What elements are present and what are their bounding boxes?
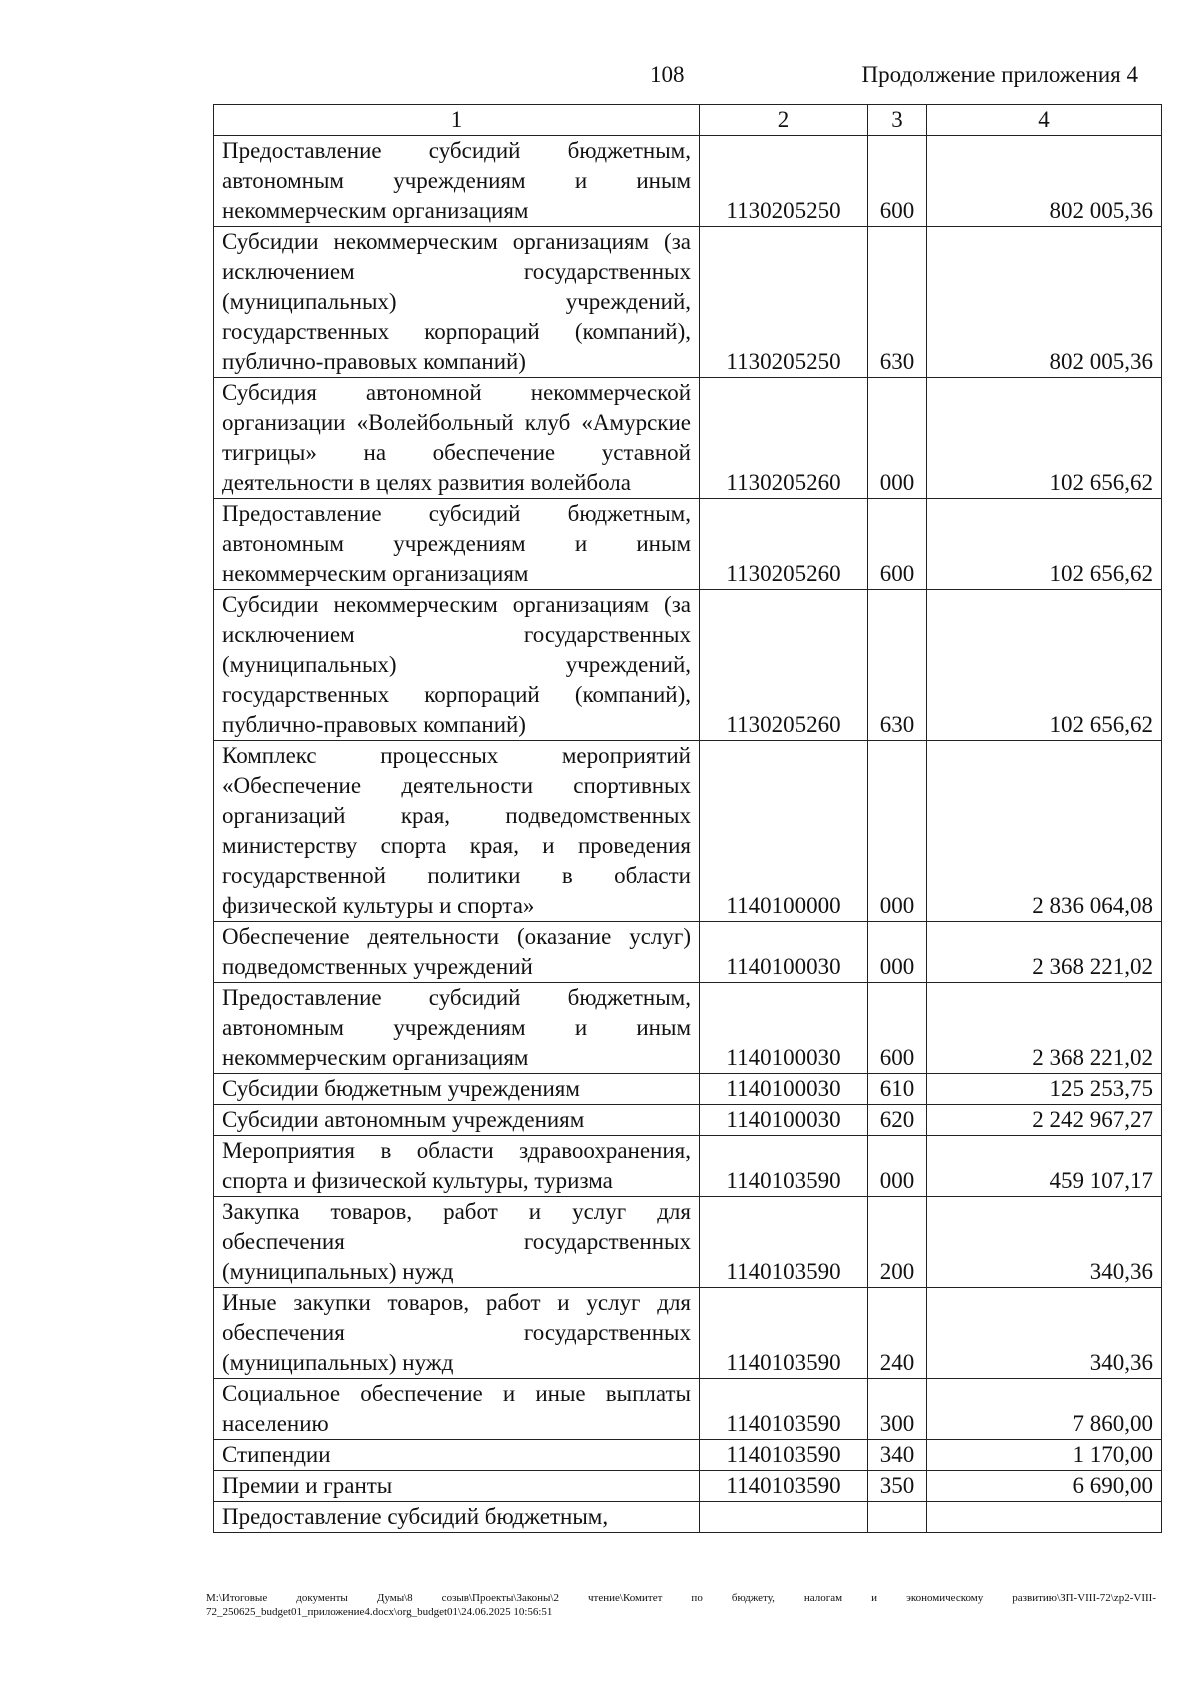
table-row <box>214 983 1162 1074</box>
cell-name: Субсидии некоммерческим организациям (за исключением государственных (муниципальных) учреждений, государственных корпораций (компаний), публично-правовых компаний) <box>214 590 700 741</box>
cell-vr: 600 <box>868 983 927 1074</box>
cell-sum: 125 253,75 <box>927 1074 1162 1105</box>
table-row <box>214 1074 1162 1105</box>
table-row <box>214 1197 1162 1288</box>
table-row <box>214 1502 1162 1533</box>
table-row <box>214 499 1162 590</box>
cell-name: Премии и гранты <box>214 1471 700 1502</box>
page-number: 108 <box>650 62 685 87</box>
cell-name: Субсидии автономным учреждениям <box>214 1105 700 1136</box>
cell-code: 1130205250 <box>700 227 868 378</box>
cell-code: 1140103590 <box>700 1471 868 1502</box>
cell-code: 1140100030 <box>700 1074 868 1105</box>
cell-name: Субсидия автономной некоммерческой организации «Волейбольный клуб «Амурские тигрицы» на обеспечение уставной деятельности в целях развития волейбола <box>214 378 700 499</box>
cell-vr: 000 <box>868 922 927 983</box>
cell-sum: 1 170,00 <box>927 1440 1162 1471</box>
cell-sum: 802 005,36 <box>927 227 1162 378</box>
cell-vr: 620 <box>868 1105 927 1136</box>
cell-code: 1130205260 <box>700 590 868 741</box>
cell-name: Иные закупки товаров, работ и услуг для обеспечения государственных (муниципальных) нужд <box>214 1288 700 1379</box>
cell-vr: 300 <box>868 1379 927 1440</box>
cell-code: 1140100030 <box>700 922 868 983</box>
cell-vr: 000 <box>868 1136 927 1197</box>
continuation-label: Продолжение приложения 4 <box>861 62 1138 87</box>
column-header: 2 <box>700 105 868 136</box>
cell-vr: 630 <box>868 590 927 741</box>
cell-vr: 000 <box>868 378 927 499</box>
table-header-row <box>214 105 1162 136</box>
cell-sum: 340,36 <box>927 1197 1162 1288</box>
cell-name: Обеспечение деятельности (оказание услуг) подведомственных учреждений <box>214 922 700 983</box>
cell-sum: 102 656,62 <box>927 499 1162 590</box>
column-header: 1 <box>214 105 700 136</box>
cell-code: 1140103590 <box>700 1197 868 1288</box>
table-row <box>214 378 1162 499</box>
cell-name: Предоставление субсидий бюджетным, автономным учреждениям и иным некоммерческим организациям <box>214 136 700 227</box>
cell-name: Стипендии <box>214 1440 700 1471</box>
table-row <box>214 1471 1162 1502</box>
cell-sum: 7 860,00 <box>927 1379 1162 1440</box>
cell-name: Предоставление субсидий бюджетным, автономным учреждениям и иным некоммерческим организациям <box>214 499 700 590</box>
column-header: 4 <box>927 105 1162 136</box>
table-row <box>214 1105 1162 1136</box>
cell-sum: 6 690,00 <box>927 1471 1162 1502</box>
cell-code: 1140100030 <box>700 1105 868 1136</box>
cell-name: Мероприятия в области здравоохранения, спорта и физической культуры, туризма <box>214 1136 700 1197</box>
cell-vr: 600 <box>868 499 927 590</box>
cell-code: 1130205260 <box>700 378 868 499</box>
cell-code: 1140103590 <box>700 1288 868 1379</box>
table-row <box>214 1136 1162 1197</box>
cell-sum: 2 242 967,27 <box>927 1105 1162 1136</box>
cell-name: Комплекс процессных мероприятий «Обеспечение деятельности спортивных организаций края, подведомственных министерству спорта края, и проведения государственной политики в области физической культуры и спорта» <box>214 741 700 922</box>
cell-code <box>700 1502 868 1533</box>
cell-code: 1140103590 <box>700 1379 868 1440</box>
cell-name: Субсидии бюджетным учреждениям <box>214 1074 700 1105</box>
cell-vr: 350 <box>868 1471 927 1502</box>
cell-name: Предоставление субсидий бюджетным, автономным учреждениям и иным некоммерческим организациям <box>214 983 700 1074</box>
cell-vr: 340 <box>868 1440 927 1471</box>
table-row <box>214 1379 1162 1440</box>
cell-code: 1130205260 <box>700 499 868 590</box>
cell-code: 1130205250 <box>700 136 868 227</box>
cell-sum: 102 656,62 <box>927 590 1162 741</box>
cell-vr: 000 <box>868 741 927 922</box>
cell-sum: 2 368 221,02 <box>927 922 1162 983</box>
table-row <box>214 1288 1162 1379</box>
cell-vr: 630 <box>868 227 927 378</box>
cell-vr <box>868 1502 927 1533</box>
cell-sum: 459 107,17 <box>927 1136 1162 1197</box>
table-row <box>214 922 1162 983</box>
cell-code: 1140103590 <box>700 1440 868 1471</box>
cell-vr: 200 <box>868 1197 927 1288</box>
budget-table <box>213 104 1162 1533</box>
cell-sum: 802 005,36 <box>927 136 1162 227</box>
cell-sum: 2 368 221,02 <box>927 983 1162 1074</box>
table-row <box>214 136 1162 227</box>
cell-name: Предоставление субсидий бюджетным, <box>214 1502 700 1533</box>
cell-vr: 600 <box>868 136 927 227</box>
table-row <box>214 590 1162 741</box>
cell-vr: 610 <box>868 1074 927 1105</box>
cell-code: 1140100030 <box>700 983 868 1074</box>
cell-name: Субсидии некоммерческим организациям (за исключением государственных (муниципальных) учреждений, государственных корпораций (компаний), публично-правовых компаний) <box>214 227 700 378</box>
table-row <box>214 1440 1162 1471</box>
table-row <box>214 227 1162 378</box>
cell-sum: 340,36 <box>927 1288 1162 1379</box>
cell-sum <box>927 1502 1162 1533</box>
file-path-footer: M:\Итоговые документы Думы\8 созыв\Проекты\Законы\2 чтение\Комитет по бюджету, налогам и экономическому развитию\ЗП-VIII-72\zp2-VIII-72_250625_budget01_приложение4.docx\org_budget01\24.06.2025 10:56:51 <box>206 1592 1156 1618</box>
page-header <box>0 62 1200 96</box>
cell-name: Социальное обеспечение и иные выплаты населению <box>214 1379 700 1440</box>
cell-code: 1140103590 <box>700 1136 868 1197</box>
cell-sum: 2 836 064,08 <box>927 741 1162 922</box>
cell-vr: 240 <box>868 1288 927 1379</box>
cell-name: Закупка товаров, работ и услуг для обеспечения государственных (муниципальных) нужд <box>214 1197 700 1288</box>
cell-sum: 102 656,62 <box>927 378 1162 499</box>
column-header: 3 <box>868 105 927 136</box>
cell-code: 1140100000 <box>700 741 868 922</box>
table-row <box>214 741 1162 922</box>
